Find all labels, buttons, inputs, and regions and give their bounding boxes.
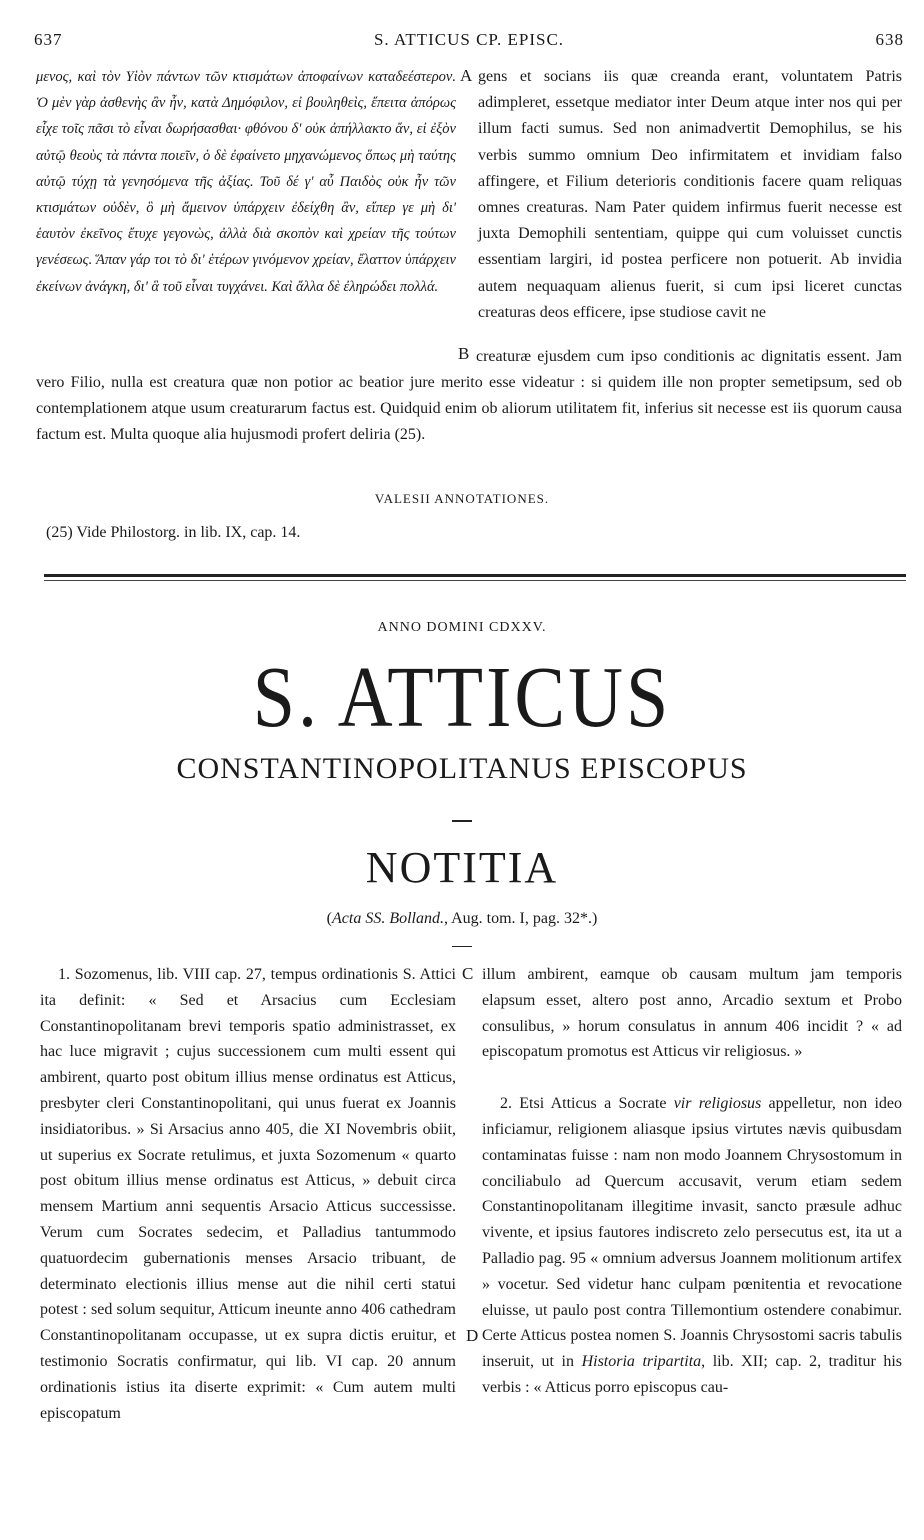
source-rest: , Aug. tom. I, pag. 32*. bbox=[443, 910, 592, 927]
margin-marker-a: A bbox=[460, 66, 473, 85]
source-citation: (Acta SS. Bolland., Aug. tom. I, pag. 32*.) bbox=[326, 910, 598, 927]
margin-marker-d: D bbox=[466, 1326, 479, 1345]
continued-paragraph: creaturæ ejusdem cum ipso conditionis ac dignitatis essent. Jam vero Filio, nulla est creatura quæ non potior ac beatior jure merito esse videatur : si quidem ille non propter semetipsum, sed ob contemplationem atque usum creaturarum factus est. Quidquid enim ob aliorum utilitatem fit, inferius sit necesse est iis quorum causa factum est. Multa quoque alia hujusmodi profert deliria (25). bbox=[36, 348, 902, 443]
right-body-column bbox=[482, 962, 902, 1401]
margin-marker-c: C bbox=[462, 964, 474, 983]
para2-start: 2. Etsi Atticus a Socrate bbox=[500, 1095, 674, 1113]
para2-italic-2: Historia tripartita bbox=[581, 1353, 702, 1371]
section-heading: NOTITIA bbox=[365, 843, 559, 892]
section-divider bbox=[44, 574, 906, 577]
right-paragraph-1: illum ambirent, eamque ob causam multum jam temporis elapsum esset, altero post anno, Arcadio sextum et Probo consulibus, » horum consulatus in annum 406 incidit ? « ad episcopatum promotus est Atticus vir religiosus. » bbox=[482, 966, 902, 1061]
source-italic: Acta SS. Bolland. bbox=[332, 910, 444, 927]
right-page-number: 638 bbox=[875, 30, 904, 49]
article-subtitle: CONSTANTINOPOLITANUS EPISCOPUS bbox=[176, 752, 748, 785]
annotations-heading: VALESII ANNOTATIONES. bbox=[374, 491, 550, 506]
running-title: S. ATTICUS CP. EPISC. bbox=[373, 30, 565, 49]
title-dash bbox=[452, 820, 472, 822]
annotation-note: (25) Vide Philostorg. in lib. IX, cap. 14. bbox=[46, 524, 301, 541]
para2-italic: vir religiosus bbox=[673, 1095, 762, 1113]
para2-middle: appelletur, non ideo inficiamur, religionem aliasque ipsius virtutes nævis quibusdam contaminatas fuisse : nam non modo Joannem Chrysostomum in conciliabulo ad Quercum accusavit, verum etiam sedem Constantinopolitanam illegitime invasit, sancto præsule adhuc vivente, et ipsius fautores indiscreto zelo persecutus est, ita ut a Palladio pag. 95 « omnium adversus Joannem molitionum artifex » vocetur. Sed videtur hanc culpam pœnitentia et revocatione eluisse, ut paulo post contra Tillemontium ostendere conabimur. Certe Atticus postea nomen S. Joannis Chrysostomi sacris tabulis inseruit, ut in bbox=[482, 1095, 902, 1371]
year-heading: ANNO DOMINI CDXXV. bbox=[377, 620, 547, 635]
left-body-column: 1. Sozomenus, lib. VIII cap. 27, tempus ordinationis S. Attici ita definit: « Sed et Arsacius cum Ecclesiam Constantinopolitanam brevi temporis spatio administrasset, ex hac luce migravit ; cujus successionem cum multi essent qui ambirent, quarto post obitum illius mense ordinatus est Atticus, presbyter cleri Constantinopolitani, qui unus fuerat ex Joannis insidiatoribus. » Si Arsacius anno 405, die XI Novembris obiit, ut superius ex Socrate retulimus, et juxta Sozomenum « quarto post obitum illius mense ordinatus est Atticus, » debuit circa mensem Martium anni sequentis Arsacio Atticus successisse. Verum cum Socrates sedecim, et Palladius tantummodo quatuordecim gubernationis menses Arsacio tribuant, de determinato electionis illius mense aut die nihil certi statui potest : sed solum sequitur, Atticum ineunte anno 406 cathedram Constantinopolitanam occupasse, ut ex supra dictis eruitur, et testimonio Socratis confirmatur, qui lib. VI cap. 20 annum ordinationis istius ita diserte exprimit: « Cum autem multi episcopatum bbox=[40, 966, 456, 1422]
margin-marker-b: B bbox=[458, 344, 470, 363]
running-header bbox=[34, 30, 904, 52]
section-divider-thin bbox=[44, 580, 906, 581]
greek-column: μενος, καὶ τὸν Υἱὸν πάντων τῶν κτισμάτων ἀποφαίνων καταδεέστερον. Ὁ μὲν γὰρ ἀσθενὴς ἂν ἦν, κατὰ Δημόφιλον, εἰ βουληθεὶς, ἔπειτα ἀπόρως εἶχε τοῖς πᾶσι τὸ εἶναι δωρήσασθαι· φθόνου δ' οὐκ ἀπήλλακτο ἄν, εἰ ἐξὸν αὐτῷ θεοὺς τὰ πάντα ποιεῖν, ὁ δὲ ἐφαίνετο μηχανώμενος ὅπως μὴ ταύτης αὐτῷ τύχῃ τὰ γενησόμενα τῆς ἀξίας. Τοῦ δέ γ' αὖ Παιδὸς οὐκ ἦν τῶν κτισμάτων οὐδὲν, ὃ μὴ ἄμεινον ὑπάρχειν ἐδείχθη ἂν, εἴπερ γε μὴ δι' ἑαυτὸν ἐκεῖνος ἔτυχε γεγονὼς, ἀλλὰ διὰ σκοπὸν καὶ χρείαν τῆς τούτων γενέσεως. Ἅπαν γάρ τοι τὸ δι' ἑτέρων γινόμενον χρείαν, ἔλαττον ὑπάρχειν ἐκείνων ἀνάγκη, δι' ἃ τοῦ εἶναι τυγχάνει. Καὶ ἄλλα δὲ ἐληρώδει πολλά. bbox=[36, 69, 456, 295]
right-paragraph-2 bbox=[482, 1091, 902, 1401]
latin-column: gens et socians iis quæ creanda erant, voluntatem Patris adimpleret, essetque mediator inter Deum atque inter nos qui per illum facti sumus. Sed non animadvertit Demophilus, se his verbis summo omnium Deo infirmitatem et invidiam falso affingere, et Filium deterioris conditionis facere quam reliquas omnes creaturas. Nam Pater quidem infirmus fuerit necesse est juxta Demophili sententiam, quippe qui cum voluisset cunctis essentiam largiri, id postea perficere non potuerit. Ab invidia autem nequaquam alienus fuerit, si cum ipsi liceret cunctas creaturas deos efficere, ipse studiose cavit ne bbox=[478, 68, 902, 321]
left-page-number: 637 bbox=[34, 30, 63, 49]
source-dash bbox=[452, 946, 472, 947]
article-title: S. ATTICUS bbox=[252, 649, 672, 746]
para2-end: , lib. XII; cap. 2, traditur his verbis : « Atticus porro episcopus cau- bbox=[482, 1353, 903, 1396]
